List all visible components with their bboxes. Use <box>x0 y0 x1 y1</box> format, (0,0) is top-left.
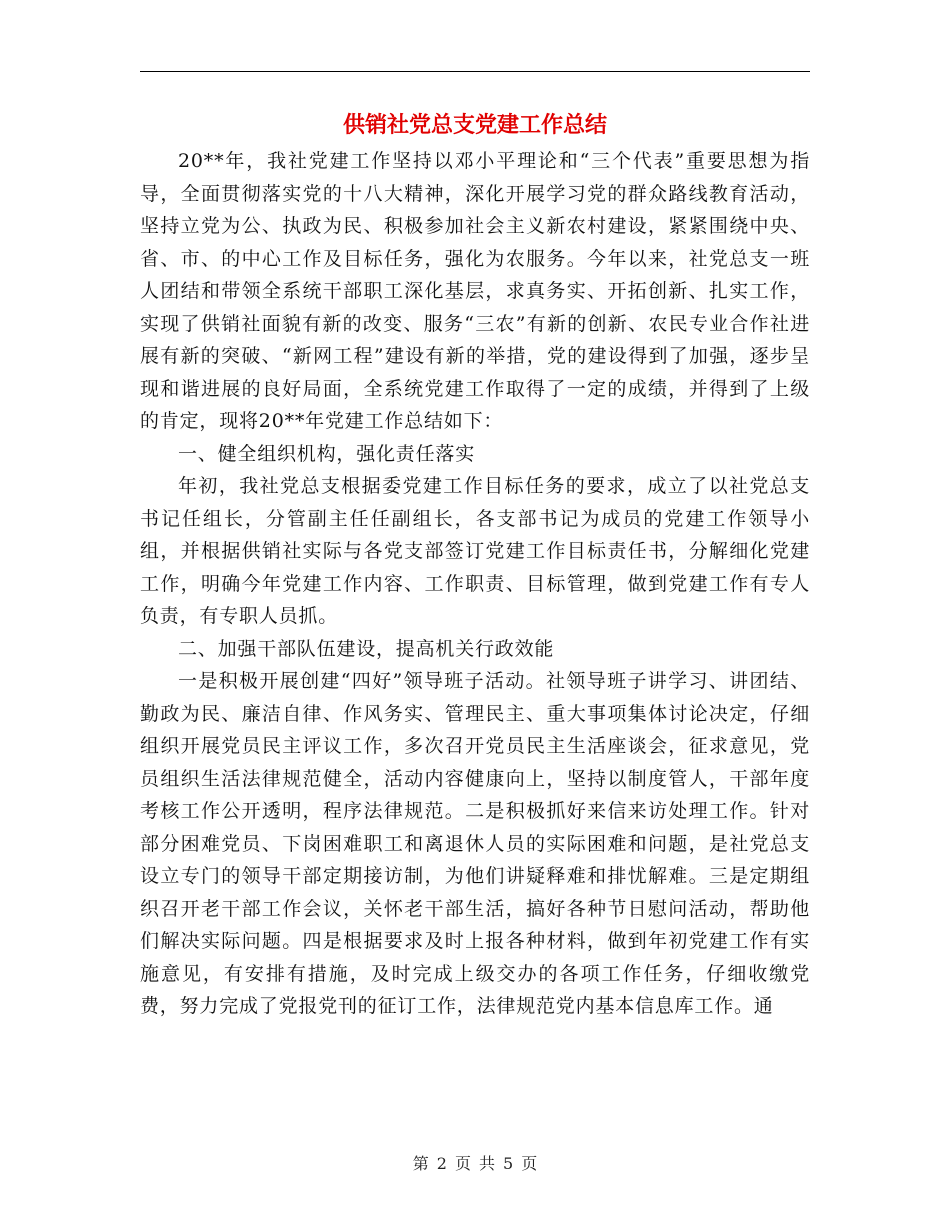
section-heading-2: 二、加强干部队伍建设，提高机关行政效能 <box>178 637 555 660</box>
page-footer <box>0 1152 950 1176</box>
footer-total-unit: 页 <box>521 1154 538 1173</box>
section-heading-1: 一、健全组织机构，强化责任落实 <box>178 442 476 465</box>
footer-page-unit: 页 <box>454 1154 471 1173</box>
header-rule <box>140 71 810 72</box>
footer-page-label: 第 <box>412 1154 429 1173</box>
paragraph-intro: 20**年，我社党建工作坚持以邓小平理论和“三个代表”重要思想为指导，全面贯彻落实党的十八大精神，深化开展学习党的群众路线教育活动，坚持立党为公、执政为民、积极参加社会主义新农村建设，紧紧围绕中央、省、市、的中心工作及目标任务，强化为农服务。今年以来，社党总支一班人团结和带领全系统干部职工深化基层，求真务实、开拓创新、扎实工作，实现了供销社面貌有新的改变、服务“三农”有新的创新、农民专业合作社进展有新的突破、“新网工程”建设有新的举措，党的建设得到了加强，逐步呈现和谐进展的良好局面，全系统党建工作取得了一定的成绩，并得到了上级的肯定，现将20**年党建工作总结如下： <box>140 150 810 432</box>
document-title: 供销社党总支党建工作总结 <box>342 112 607 138</box>
paragraph-section-2: 一是积极开展创建“四好”领导班子活动。社领导班子讲学习、讲团结、勤政为民、廉洁自律、作风务实、管理民主、重大事项集体讨论决定，仔细组织开展党员民主评议工作，多次召开党员民主生活座谈会，征求意见，党员组织生活法律规范健全，活动内容健康向上，坚持以制度管人，干部年度考核工作公开透明，程序法律规范。二是积极抓好来信来访处理工作。针对部分困难党员、下岗困难职工和离退休人员的实际困难和问题，是社党总支设立专门的领导干部定期接访制，为他们讲疑释难和排忧解难。三是定期组织召开老干部工作会议，关怀老干部生活，搞好各种节日慰问活动，帮助他们解决实际问题。四是根据要求及时上报各种材料，做到年初党建工作有实施意见，有安排有措施，及时完成上级交办的各项工作任务，仔细收缴党费，努力完成了党报党刊的征订工作，法律规范党内基本信息库工作。通 <box>140 670 810 1017</box>
footer-page-current: 2 <box>436 1154 447 1173</box>
paragraph-section-1: 年初，我社党总支根据委党建工作目标任务的要求，成立了以社党总支书记任组长，分管副主任任副组长，各支部书记为成员的党建工作领导小组，并根据供销社实际与各党支部签订党建工作目标责任书，分解细化党建工作，明确今年党建工作内容、工作职责、目标管理，做到党建工作有专人负责，有专职人员抓。 <box>140 475 810 627</box>
footer-page-total: 5 <box>503 1154 514 1173</box>
footer-total-label: 共 <box>479 1154 496 1173</box>
document-body <box>140 145 810 1023</box>
